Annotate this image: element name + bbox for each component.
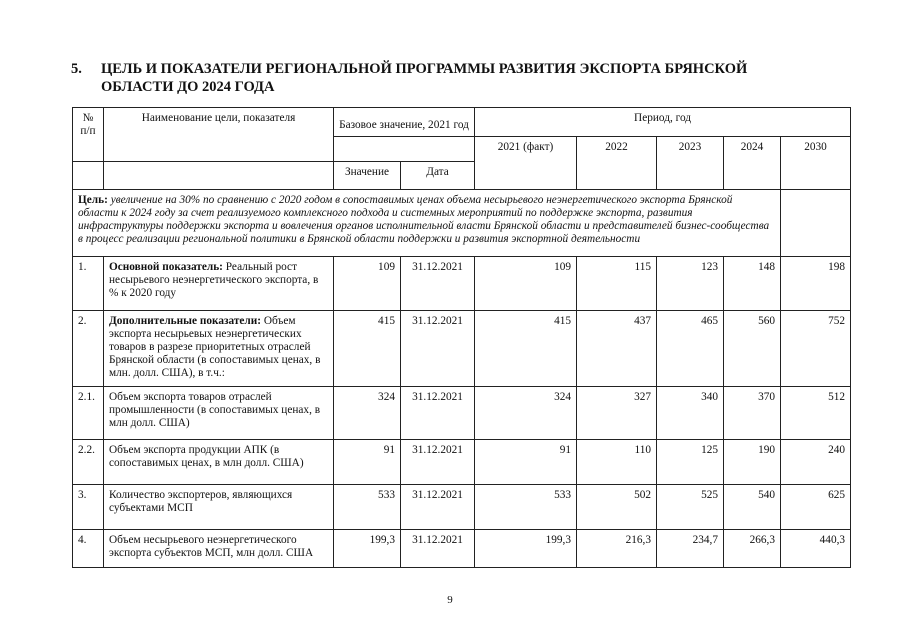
header-num: № п/п — [73, 108, 104, 162]
row-number: 3. — [73, 485, 104, 530]
row-base-date: 31.12.2021 — [401, 440, 475, 485]
goal-text: увеличение на 30% по сравнению с 2020 годом в сопоставимых ценах объема несырьевого неэнергетического экспорта Брянской области к 2024 году за счет реализуемого комплексного подхода и системных мероприятий по поддержке экспорта, развития инфраструктуры поддержки экспорта и вовлечения органов исполнительной власти Брянской области и представителей бизнес-сообщества в процесс реализации региональной политики в Брянской области поддержки и развития экспортной деятельности — [78, 194, 770, 245]
section-title: ЦЕЛЬ И ПОКАЗАТЕЛИ РЕГИОНАЛЬНОЙ ПРОГРАММЫ РАЗВИТИЯ ЭКСПОРТА БРЯНСКОЙ ОБЛАСТИ ДО 2024 ГОДА — [101, 61, 748, 95]
header-year-2024: 2024 — [724, 137, 781, 190]
row-base-value: 415 — [334, 311, 401, 387]
row-base-value: 199,3 — [334, 530, 401, 568]
row-name-label: Дополнительные показатели: — [109, 315, 262, 327]
row-2030: 752 — [781, 311, 851, 387]
goal-empty-cell — [781, 190, 851, 257]
row-2021-fact: 415 — [475, 311, 577, 387]
row-2022: 110 — [577, 440, 657, 485]
row-2030: 440,3 — [781, 530, 851, 568]
row-base-date: 31.12.2021 — [401, 485, 475, 530]
row-number: 1. — [73, 257, 104, 311]
row-name — [104, 387, 334, 440]
row-2030: 198 — [781, 257, 851, 311]
row-name-text: Реальный рост несырьевого неэнергетического экспорта, в % к 2020 году — [109, 261, 319, 299]
header-row-top — [73, 108, 851, 137]
row-base-value: 533 — [334, 485, 401, 530]
row-2030: 240 — [781, 440, 851, 485]
table-row — [73, 387, 851, 440]
header-base: Базовое значение, 2021 год — [334, 108, 475, 137]
indicators-table — [72, 107, 851, 568]
header-period: Период, год — [475, 108, 851, 137]
header-year-2023: 2023 — [657, 137, 724, 190]
header-year-2030: 2030 — [781, 137, 851, 190]
row-number: 2.1. — [73, 387, 104, 440]
row-2023: 125 — [657, 440, 724, 485]
row-2024: 190 — [724, 440, 781, 485]
row-2023: 123 — [657, 257, 724, 311]
row-2021-fact: 109 — [475, 257, 577, 311]
row-base-date: 31.12.2021 — [401, 311, 475, 387]
row-number: 2.2. — [73, 440, 104, 485]
row-2024: 540 — [724, 485, 781, 530]
page-number: 9 — [447, 594, 453, 606]
row-2030: 625 — [781, 485, 851, 530]
row-base-date: 31.12.2021 — [401, 530, 475, 568]
header-date: Дата — [401, 162, 475, 190]
row-2022: 216,3 — [577, 530, 657, 568]
goal-label: Цель: — [78, 194, 108, 206]
row-base-value: 324 — [334, 387, 401, 440]
section-number: 5. — [71, 61, 82, 77]
row-base-value: 91 — [334, 440, 401, 485]
header-year-2021: 2021 (факт) — [475, 137, 577, 190]
table-row — [73, 530, 851, 568]
row-2022: 437 — [577, 311, 657, 387]
row-2024: 370 — [724, 387, 781, 440]
row-base-date: 31.12.2021 — [401, 257, 475, 311]
table-row — [73, 311, 851, 387]
row-2021-fact: 533 — [475, 485, 577, 530]
header-name: Наименование цели, показателя — [104, 108, 334, 162]
row-2023: 234,7 — [657, 530, 724, 568]
row-2021-fact: 91 — [475, 440, 577, 485]
row-2023: 525 — [657, 485, 724, 530]
row-name-text: Количество экспортеров, являющихся субъектами МСП — [109, 489, 293, 514]
row-name-label: Основной показатель: — [109, 261, 223, 273]
row-base-date: 31.12.2021 — [401, 387, 475, 440]
row-2023: 465 — [657, 311, 724, 387]
table-row — [73, 257, 851, 311]
row-name-text: Объем экспорта несырьевых неэнергетических товаров в разрезе приоритетных отраслей Брянской области (в сопоставимых ценах, в млн. долл. США), в т.ч.: — [109, 315, 321, 379]
row-2021-fact: 199,3 — [475, 530, 577, 568]
row-name — [104, 530, 334, 568]
row-2030: 512 — [781, 387, 851, 440]
goal-row — [73, 190, 851, 257]
row-2024: 560 — [724, 311, 781, 387]
table-row — [73, 440, 851, 485]
header-year-2022: 2022 — [577, 137, 657, 190]
row-name-text: Объем экспорта продукции АПК (в сопоставимых ценах, в млн долл. США) — [109, 444, 304, 469]
row-2022: 327 — [577, 387, 657, 440]
table-row — [73, 485, 851, 530]
row-name-text: Объем экспорта товаров отраслей промышленности (в сопоставимых ценах, в млн долл. США) — [109, 391, 321, 429]
row-2022: 502 — [577, 485, 657, 530]
row-name — [104, 485, 334, 530]
row-2024: 148 — [724, 257, 781, 311]
header-value: Значение — [334, 162, 401, 190]
row-name — [104, 257, 334, 311]
row-name — [104, 311, 334, 387]
row-number: 2. — [73, 311, 104, 387]
row-2023: 340 — [657, 387, 724, 440]
row-2021-fact: 324 — [475, 387, 577, 440]
section-heading — [71, 60, 811, 96]
row-number: 4. — [73, 530, 104, 568]
row-2022: 115 — [577, 257, 657, 311]
row-name — [104, 440, 334, 485]
row-base-value: 109 — [334, 257, 401, 311]
row-2024: 266,3 — [724, 530, 781, 568]
goal-cell — [73, 190, 781, 257]
row-name-text: Объем несырьевого неэнергетического экспорта субъектов МСП, млн долл. США — [109, 534, 314, 559]
